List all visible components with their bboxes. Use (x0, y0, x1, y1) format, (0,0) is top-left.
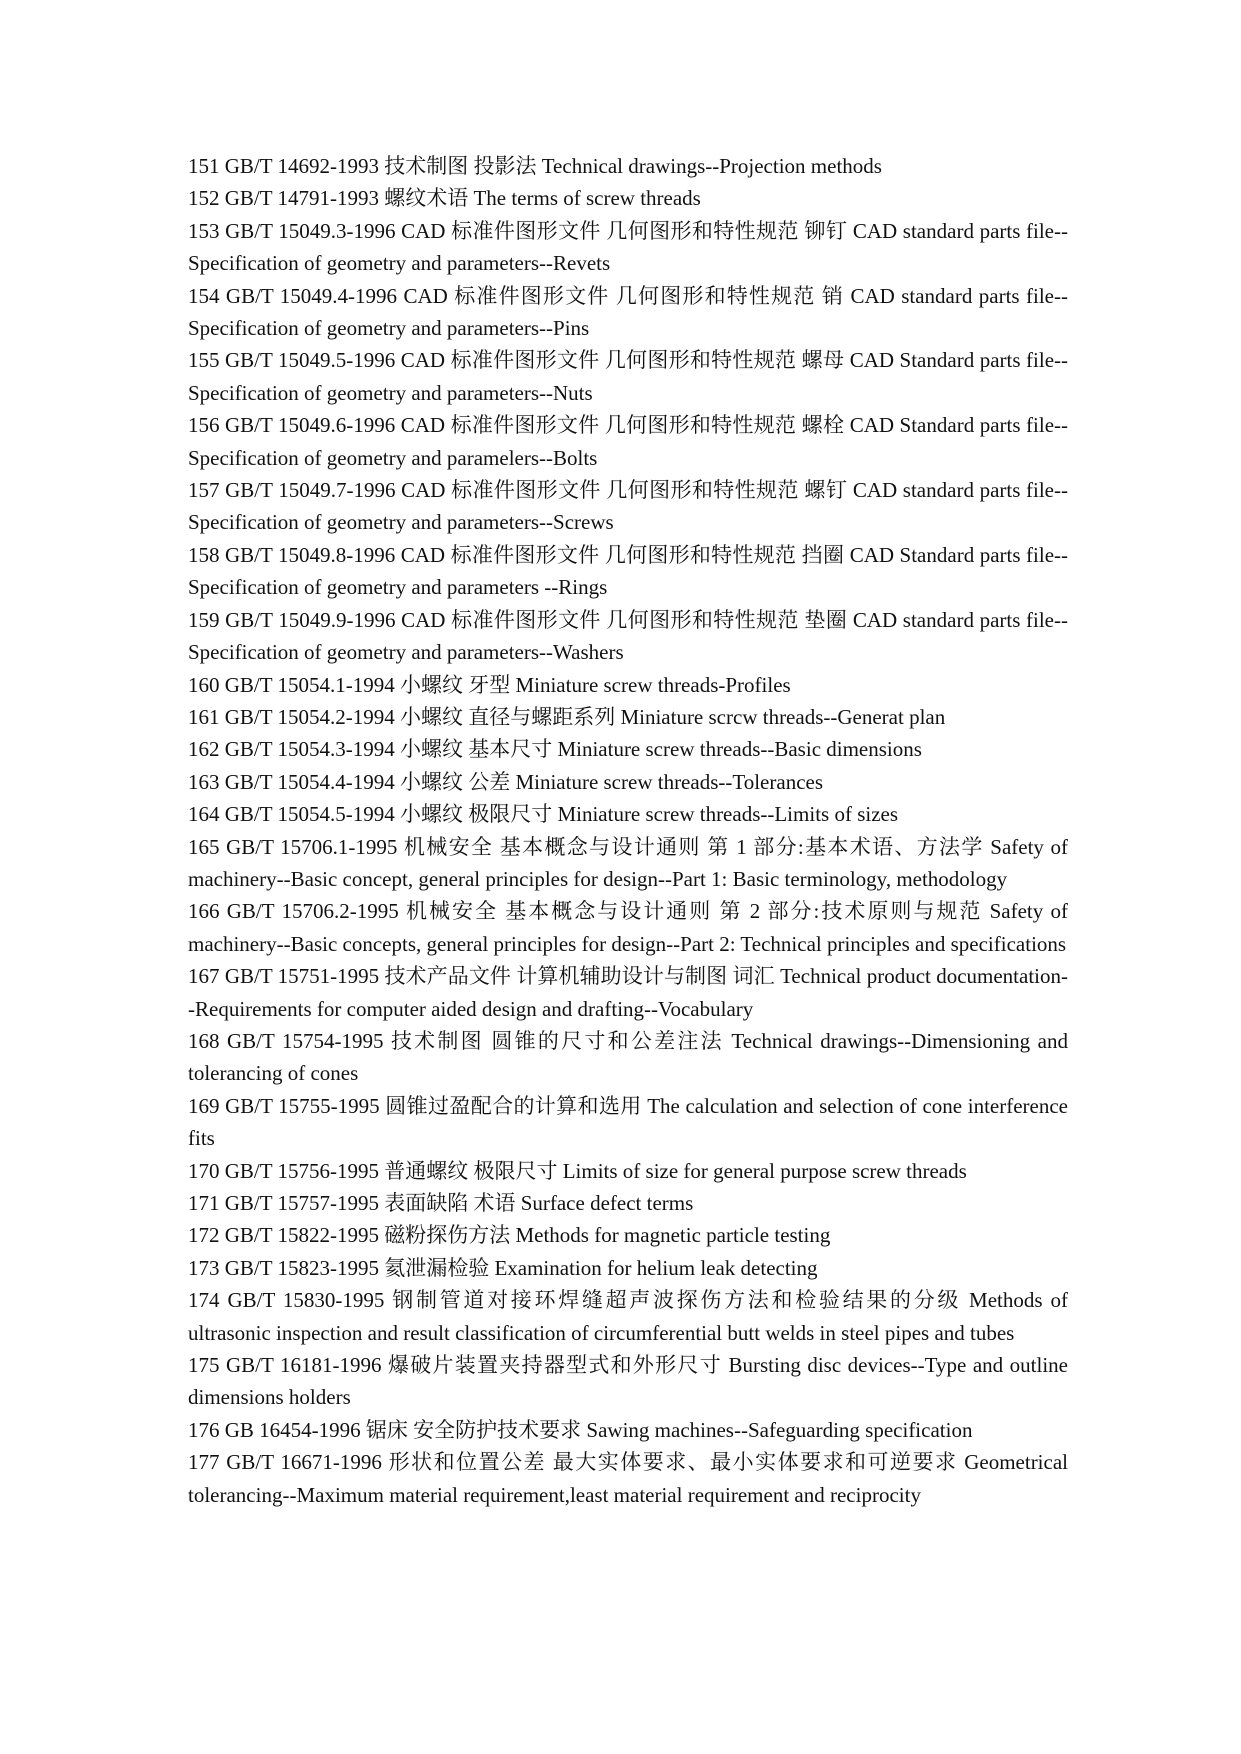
list-item: 152 GB/T 14791-1993 螺纹术语 The terms of screw threads (188, 186, 701, 211)
list-item: 169 GB/T 15755-1995 圆锥过盈配合的计算和选用 The calculation and selection of cone interference fits (188, 1093, 1068, 1151)
list-item: 151 GB/T 14692-1993 技术制图 投影法 Technical drawings--Projection methods (188, 154, 882, 178)
list-item: 159 GB/T 15049.9-1996 CAD 标准件图形文件 几何图形和特性规范 垫圈 CAD standard parts file--Specification of geometry and parameters--Washers (188, 607, 1068, 665)
list-item: 154 GB/T 15049.4-1996 CAD 标准件图形文件 几何图形和特性规范 销 CAD standard parts file--Specification of geometry and parameters--Pins (188, 283, 1068, 341)
list-item: 158 GB/T 15049.8-1996 CAD 标准件图形文件 几何图形和特性规范 挡圈 CAD Standard parts file--Specification of geometry and parameters --Rings (188, 542, 1068, 600)
list-item: 155 GB/T 15049.5-1996 CAD 标准件图形文件 几何图形和特性规范 螺母 CAD Standard parts file--Specification of geometry and parameters--Nuts (188, 348, 1068, 405)
list-item: 164 GB/T 15054.5-1994 小螺纹 极限尺寸 Miniature screw threads--Limits of sizes (188, 802, 899, 827)
list-item: 170 GB/T 15756-1995 普通螺纹 极限尺寸 Limits of size for general purpose screw threads (188, 1158, 967, 1183)
list-item: 156 GB/T 15049.6-1996 CAD 标准件图形文件 几何图形和特性规范 螺栓 CAD Standard parts file--Specification of geometry and paramelers--Bolts (188, 413, 1068, 470)
list-item: 153 GB/T 15049.3-1996 CAD 标准件图形文件 几何图形和特性规范 铆钉 CAD standard parts file--Specification of geometry and parameters--Revets (188, 218, 1068, 276)
list-item: 161 GB/T 15054.2-1994 小螺纹 直径与螺距系列 Miniature scrcw threads--Generat plan (188, 704, 946, 729)
list-item: 160 GB/T 15054.1-1994 小螺纹 牙型 Miniature screw threads-Profiles (188, 672, 791, 697)
list-item: 173 GB/T 15823-1995 氦泄漏检验 Examination for helium leak detecting (188, 1255, 818, 1280)
list-item: 166 GB/T 15706.2-1995 机械安全 基本概念与设计通则 第 2 部分:技术原则与规范 Safety of machinery--Basic concepts, general principles for design--Part 2: Technical principles and specifications (188, 899, 1068, 956)
list-item: 176 GB 16454-1996 锯床 安全防护技术要求 Sawing machines--Safeguarding specification (188, 1417, 973, 1442)
list-item: 162 GB/T 15054.3-1994 小螺纹 基本尺寸 Miniature screw threads--Basic dimensions (188, 737, 922, 762)
list-item: 175 GB/T 16181-1996 爆破片装置夹持器型式和外形尺寸 Bursting disc devices--Type and outline dimensions holders (188, 1353, 1068, 1410)
list-item: 172 GB/T 15822-1995 磁粉探伤方法 Methods for magnetic particle testing (188, 1223, 831, 1248)
list-item: 167 GB/T 15751-1995 技术产品文件 计算机辅助设计与制图 词汇 Technical product documentation--Requirements for computer aided design and drafting--Vocabulary (188, 964, 1068, 1021)
standards-list (188, 150, 1068, 1511)
list-item: 157 GB/T 15049.7-1996 CAD 标准件图形文件 几何图形和特性规范 螺钉 CAD standard parts file--Specification of geometry and parameters--Screws (188, 478, 1068, 535)
list-item: 163 GB/T 15054.4-1994 小螺纹 公差 Miniature screw threads--Tolerances (188, 769, 824, 794)
list-item: 168 GB/T 15754-1995 技术制图 圆锥的尺寸和公差注法 Technical drawings--Dimensioning and tolerancing of cones (188, 1028, 1068, 1086)
list-item: 165 GB/T 15706.1-1995 机械安全 基本概念与设计通则 第 1 部分:基本术语、方法学 Safety of machinery--Basic concept, general principles for design--Part 1: Basic terminology, methodology (188, 834, 1068, 891)
list-item: 177 GB/T 16671-1996 形状和位置公差 最大实体要求、最小实体要求和可逆要求 Geometrical tolerancing--Maximum material requirement,least material requirement and reciprocity (188, 1450, 1068, 1507)
list-item: 171 GB/T 15757-1995 表面缺陷 术语 Surface defect terms (188, 1191, 694, 1215)
list-item: 174 GB/T 15830-1995 钢制管道对接环焊缝超声波探伤方法和检验结果的分级 Methods of ultrasonic inspection and result classification of circumferential butt welds in steel pipes and tubes (188, 1288, 1068, 1345)
